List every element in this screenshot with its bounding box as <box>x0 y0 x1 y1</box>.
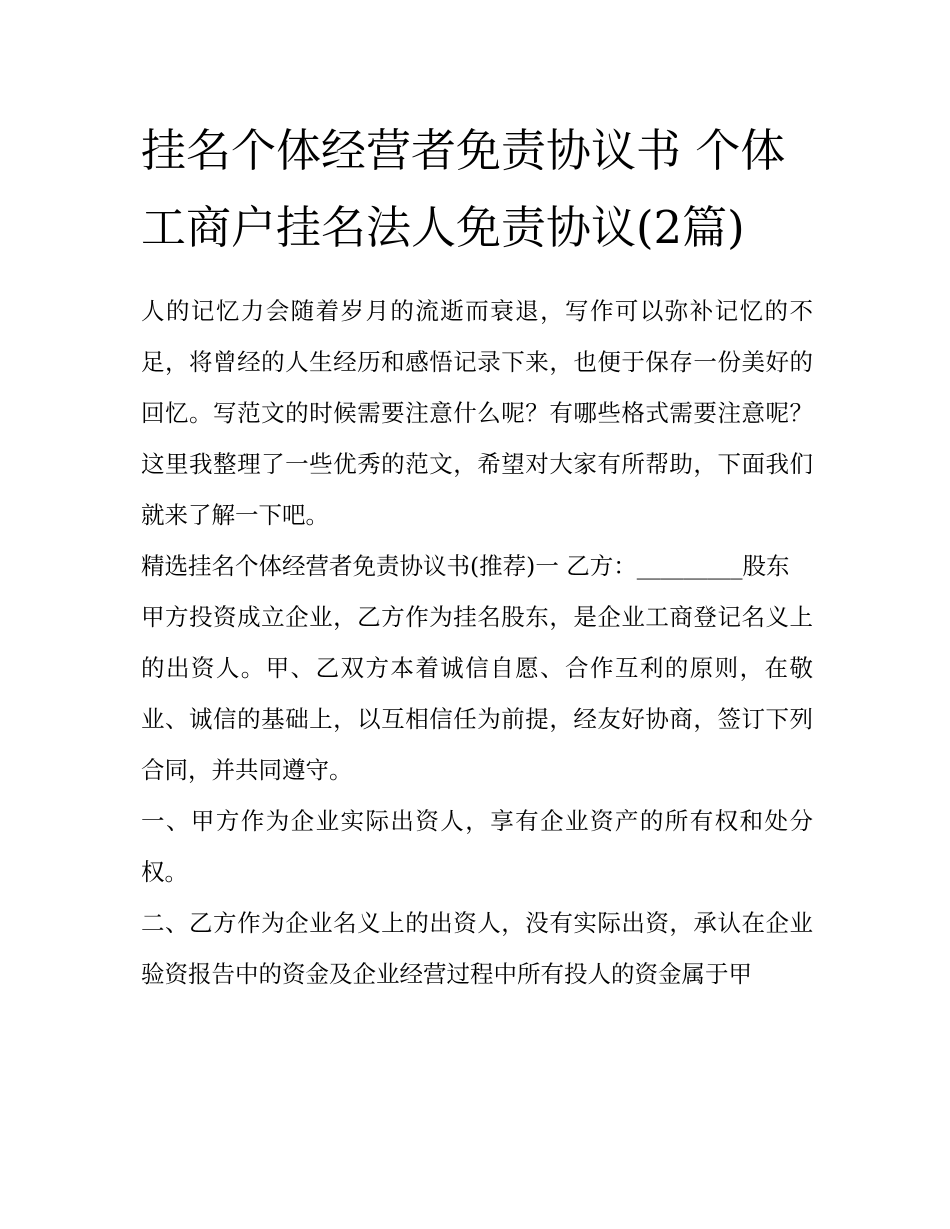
intro-paragraph: 人的记忆力会随着岁月的流逝而衰退，写作可以弥补记忆的不足，将曾经的人生经历和感悟记录下来，也便于保存一份美好的回忆。写范文的时候需要注意什么呢？有哪些格式需要注意呢？这里我整理了一些优秀的范文，希望对大家有所帮助，下面我们就来了解一下吧。 <box>141 297 813 529</box>
document-title: 挂名个体经营者免责协议书 个体工商户挂名法人免责协议(2篇) <box>141 124 786 254</box>
section-heading-paragraph: 精选挂名个体经营者免责协议书(推荐)一 乙方：_________股东 <box>141 552 790 580</box>
clause-2-paragraph: 二、乙方作为企业名义上的出资人，没有实际出资，承认在企业验资报告中的资金及企业经营过程中所有投人的资金属于甲 <box>141 909 813 988</box>
document-page <box>141 112 813 1000</box>
preamble-paragraph: 甲方投资成立企业，乙方作为挂名股东，是企业工商登记名义上的出资人。甲、乙双方本着诚信自愿、合作互利的原则，在敬业、诚信的基础上，以互相信任为前提，经友好协商，签订下列合同，并共同遵守。 <box>141 603 813 784</box>
clause-1-paragraph: 一、甲方作为企业实际出资人，享有企业资产的所有权和处分权。 <box>141 807 813 886</box>
